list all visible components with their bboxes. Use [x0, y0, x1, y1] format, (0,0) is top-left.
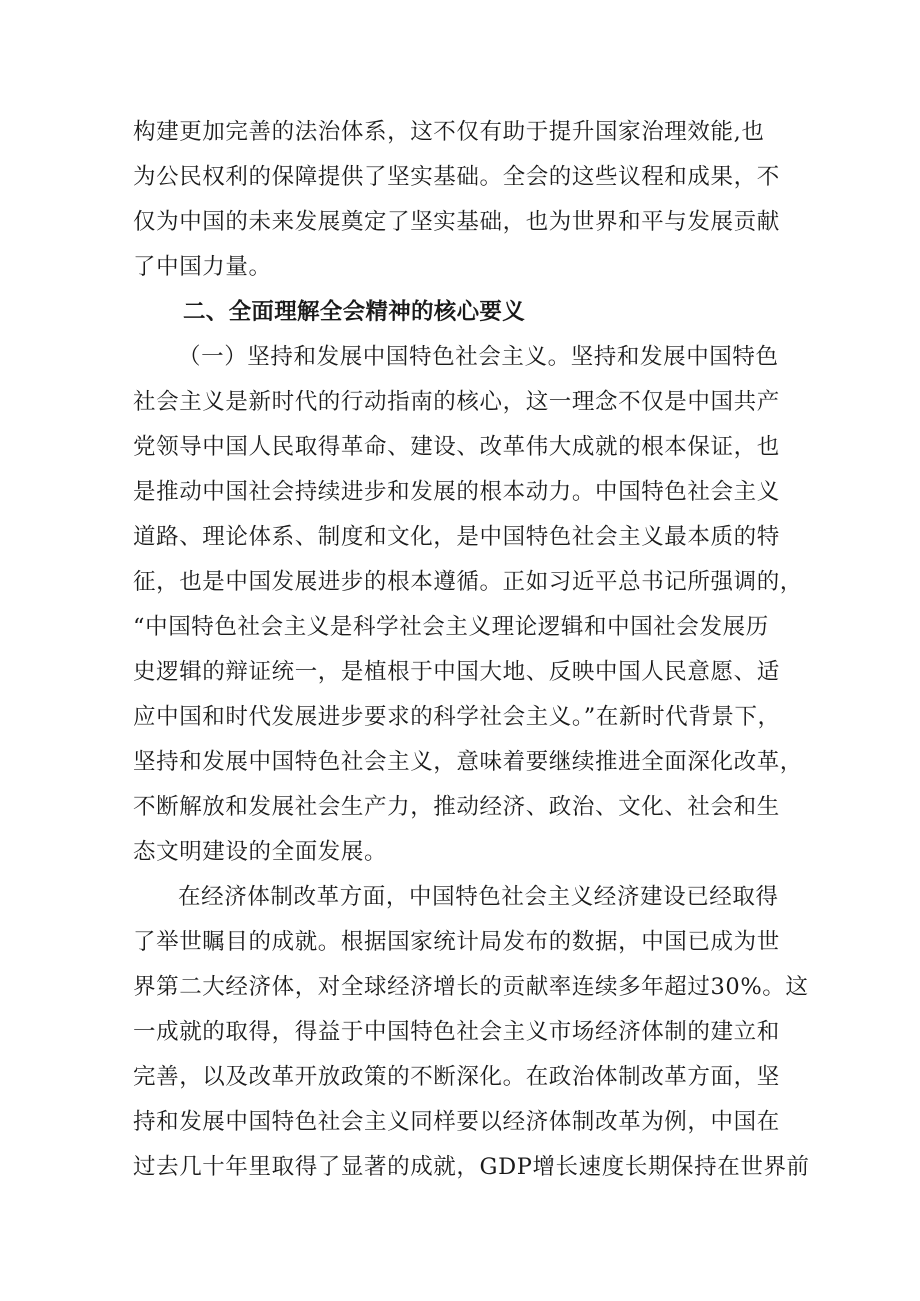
paragraph-first-line: 在经济体制改革方面，中国特色社会主义经济建设已经取得: [178, 884, 779, 910]
text-line: 完善，以及改革开放政策的不断深化。在政治体制改革方面，坚: [133, 1064, 780, 1090]
paragraph-first-line: （一）坚持和发展中国特色社会主义。坚持和发展中国特色: [178, 344, 779, 370]
text-line: 过去几十年里取得了显著的成就，GDP增长速度长期保持在世界前: [133, 1154, 810, 1180]
text-line: 党领导中国人民取得革命、建设、改革伟大成就的根本保证，也: [133, 434, 780, 460]
text-line: 不断解放和发展社会生产力，推动经济、政治、文化、社会和生: [133, 794, 780, 820]
text-line: “中国特色社会主义是科学社会主义理论逻辑和中国社会发展历: [133, 614, 769, 640]
text-line: 应中国和时代发展进步要求的科学社会主义。”在新时代背景下，: [133, 704, 781, 730]
text-line: 构建更加完善的法治体系，这不仅有助于提升国家治理效能,也: [133, 119, 765, 145]
text-line: 态文明建设的全面发展。: [133, 839, 388, 865]
text-line: 了举世瞩目的成就。根据国家统计局发布的数据，中国已成为世: [133, 929, 780, 955]
section-heading: 二、全面理解全会精神的核心要义: [183, 299, 526, 325]
text-line: 坚持和发展中国特色社会主义，意味着要继续推进全面深化改革，: [133, 749, 803, 775]
text-line: 了中国力量。: [133, 254, 272, 280]
text-line: 为公民权利的保障提供了坚实基础。全会的这些议程和成果，不: [133, 164, 780, 190]
text-line: 征，也是中国发展进步的根本遵循。正如习近平总书记所强调的，: [133, 569, 803, 595]
text-line: 史逻辑的辩证统一，是植根于中国大地、反映中国人民意愿、适: [133, 659, 780, 685]
text-line: 仅为中国的未来发展奠定了坚实基础，也为世界和平与发展贡献: [133, 209, 780, 235]
text-line: 一成就的取得，得益于中国特色社会主义市场经济体制的建立和: [133, 1019, 780, 1045]
text-line: 持和发展中国特色社会主义同样要以经济体制改革为例，中国在: [133, 1109, 780, 1135]
text-line: 是推动中国社会持续进步和发展的根本动力。中国特色社会主义: [133, 479, 780, 505]
text-line: 道路、理论体系、制度和文化，是中国特色社会主义最本质的特: [133, 524, 780, 550]
text-line: 社会主义是新时代的行动指南的核心，这一理念不仅是中国共产: [133, 389, 780, 415]
text-line: 界第二大经济体，对全球经济增长的贡献率连续多年超过30%。这: [133, 974, 809, 1000]
